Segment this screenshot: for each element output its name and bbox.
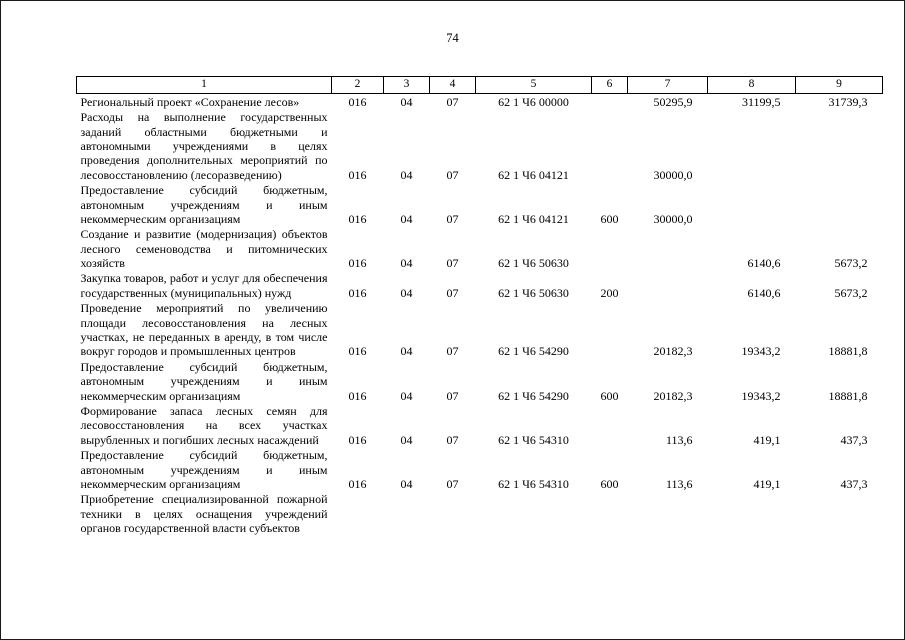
row-cell: 113,6 (665, 476, 693, 491)
table-row (77, 226, 883, 270)
column-header-1: 1 (77, 77, 332, 94)
row-cell: 04 (400, 344, 413, 359)
row-cell: 30000,0 (653, 211, 693, 226)
table-row (77, 359, 883, 403)
table-row (77, 300, 883, 359)
row-cell: 419,1 (753, 432, 781, 447)
table-header-row (77, 77, 883, 94)
row-cell: 04 (400, 285, 413, 300)
row-cell: 07 (446, 211, 459, 226)
row-cell (708, 491, 796, 535)
row-cell: 016 (348, 167, 367, 182)
row-label: Приобретение специализированной пожарной техники в целях оснащения учреждений органов государственной власти субъектов (80, 492, 328, 536)
row-cell (592, 403, 628, 447)
table-row (77, 447, 883, 491)
row-cell: 437,3 (840, 476, 868, 491)
row-cell (708, 109, 796, 182)
row-cell: 62 1 Ч6 54310 (498, 432, 569, 447)
table-header (77, 77, 883, 94)
row-cell: 31739,3 (828, 94, 868, 109)
row-cell: 07 (446, 344, 459, 359)
row-cell: 07 (446, 94, 459, 109)
row-cell: 016 (348, 211, 367, 226)
row-cell: 200 (600, 285, 619, 300)
column-header-5: 5 (476, 77, 592, 94)
column-header-9: 9 (796, 77, 883, 94)
row-cell (796, 491, 883, 535)
row-cell: 016 (348, 344, 367, 359)
row-cell: 07 (446, 285, 459, 300)
row-cell: 31199,5 (741, 94, 781, 109)
row-cell: 016 (348, 94, 367, 109)
column-header-2: 2 (332, 77, 384, 94)
row-cell: 04 (400, 94, 413, 109)
row-cell (796, 182, 883, 226)
table-row (77, 182, 883, 226)
row-cell: 04 (400, 167, 413, 182)
row-cell: 113,6 (665, 432, 693, 447)
row-cell: 04 (400, 476, 413, 491)
row-cell (384, 491, 430, 535)
row-cell (592, 109, 628, 182)
row-cell: 20182,3 (653, 388, 693, 403)
row-cell: 18881,8 (828, 388, 868, 403)
row-label: Расходы на выполнение государственных заданий областными бюджетными и автономными учреждениями в целях проведения дополнительных мероприятий по лесовосстановлению (лесоразведению) (80, 110, 328, 182)
row-cell (592, 226, 628, 270)
row-cell: 6140,6 (747, 256, 781, 271)
row-cell: 62 1 Ч6 04121 (498, 167, 569, 182)
row-cell: 62 1 Ч6 54290 (498, 344, 569, 359)
row-cell: 419,1 (753, 476, 781, 491)
row-cell: 016 (348, 388, 367, 403)
row-cell: 62 1 Ч6 54310 (498, 476, 569, 491)
row-cell: 5673,2 (834, 285, 868, 300)
row-cell: 62 1 Ч6 54290 (498, 388, 569, 403)
row-cell: 04 (400, 211, 413, 226)
row-cell (332, 491, 384, 535)
row-cell (592, 93, 628, 109)
row-cell: 50295,9 (653, 94, 693, 109)
column-header-4: 4 (430, 77, 476, 94)
row-label: Предоставление субсидий бюджетным, автономным учреждениям и иным некоммерческим организациям (80, 359, 328, 403)
row-cell: 04 (400, 388, 413, 403)
row-cell: 016 (348, 256, 367, 271)
row-cell: 19343,2 (741, 388, 781, 403)
row-cell (476, 491, 592, 535)
row-cell: 04 (400, 256, 413, 271)
budget-table (76, 76, 883, 536)
row-cell (430, 491, 476, 535)
row-cell: 07 (446, 167, 459, 182)
row-cell: 016 (348, 432, 367, 447)
table-row (77, 403, 883, 447)
row-cell: 19343,2 (741, 344, 781, 359)
row-label: Предоставление субсидий бюджетным, автономным учреждениям и иным некоммерческим организациям (80, 183, 328, 226)
row-cell: 016 (348, 285, 367, 300)
row-cell (628, 226, 708, 270)
row-cell: 07 (446, 476, 459, 491)
row-cell: 6140,6 (747, 285, 781, 300)
row-cell: 07 (446, 388, 459, 403)
row-cell: 07 (446, 256, 459, 271)
row-cell: 30000,0 (653, 167, 693, 182)
row-cell (628, 270, 708, 300)
row-cell (628, 491, 708, 535)
table-row (77, 491, 883, 535)
table-row (77, 93, 883, 109)
table-body (77, 93, 883, 535)
row-cell (708, 182, 796, 226)
row-cell (796, 109, 883, 182)
row-cell: 62 1 Ч6 50630 (498, 256, 569, 271)
row-label: Закупка товаров, работ и услуг для обеспечения государственных (муниципальных) нужд (80, 271, 328, 300)
row-label: Региональный проект «Сохранение лесов» (80, 94, 300, 109)
row-cell (592, 491, 628, 535)
row-cell: 62 1 Ч6 50630 (498, 285, 569, 300)
column-header-3: 3 (384, 77, 430, 94)
column-header-8: 8 (708, 77, 796, 94)
column-header-7: 7 (628, 77, 708, 94)
row-cell: 62 1 Ч6 00000 (498, 94, 569, 109)
row-cell (592, 300, 628, 359)
row-cell: 600 (600, 388, 619, 403)
row-cell: 600 (600, 211, 619, 226)
row-label: Формирование запаса лесных семян для лесовосстановления на всех участках вырубленных и погибших лесных насаждений (80, 404, 328, 447)
row-cell: 04 (400, 432, 413, 447)
row-cell: 600 (600, 476, 619, 491)
row-label: Проведение мероприятий по увеличению площади лесовосстановления на лесных участках, не переданных в аренду, в том числе вокруг городов и промышленных центров (80, 301, 328, 359)
row-cell: 016 (348, 476, 367, 491)
page-number: 74 (446, 31, 459, 45)
row-cell: 437,3 (840, 432, 868, 447)
row-cell: 20182,3 (653, 344, 693, 359)
row-label: Создание и развитие (модернизация) объектов лесного семеноводства и питомнических хозяйств (80, 227, 328, 271)
column-header-6: 6 (592, 77, 628, 94)
row-cell: 07 (446, 432, 459, 447)
row-cell: 18881,8 (828, 344, 868, 359)
row-cell: 62 1 Ч6 04121 (498, 211, 569, 226)
row-cell: 5673,2 (834, 256, 868, 271)
table-row (77, 270, 883, 300)
table-row (77, 109, 883, 182)
row-label: Предоставление субсидий бюджетным, автономным учреждениям и иным некоммерческим организациям (80, 448, 328, 491)
